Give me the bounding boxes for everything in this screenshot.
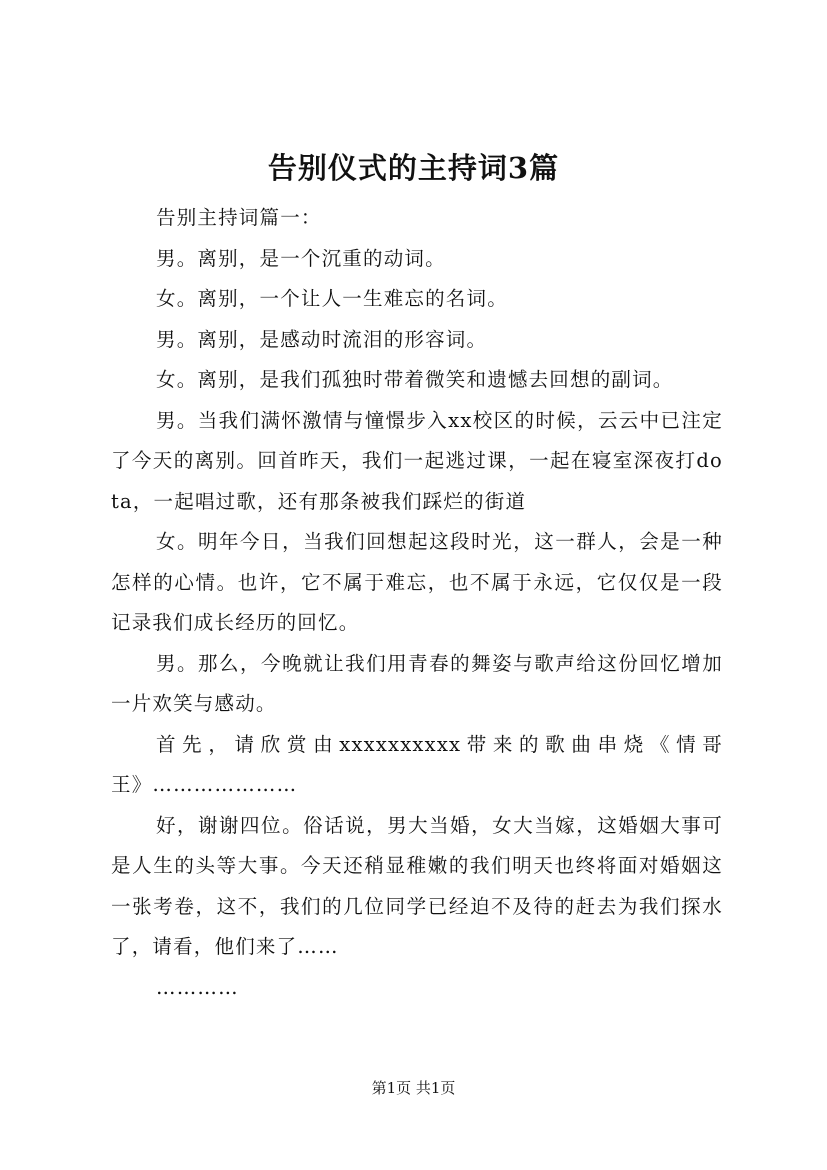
paragraph: 女。明年今日，当我们回想起这段时光，这一群人，会是一种怎样的心情。也许，它不属于难忘，也不属于永远，它仅仅是一段记录我们成长经历的回忆。	[111, 530, 723, 634]
paragraph: 男。离别，是感动时流泪的形容词。	[156, 327, 488, 351]
paragraph: 男。那么，今晚就让我们用青春的舞姿与歌声给这份回忆增加一片欢笑与感动。	[111, 651, 723, 715]
document-body	[111, 198, 723, 1008]
paragraph: 男。离别，是一个沉重的动词。	[156, 246, 446, 270]
page-footer: 第1页 共1页	[371, 1079, 456, 1097]
paragraph-ellipsis: …………	[156, 975, 239, 999]
paragraph: 女。离别，是我们孤独时带着微笑和遗憾去回想的副词。	[156, 368, 674, 391]
paragraph-heading: 告别主持词篇一：	[156, 206, 322, 229]
paragraph: 女。离别，一个让人一生难忘的名词。	[156, 287, 508, 310]
paragraph: 首先，请欣赏由xxxxxxxxxx带来的歌曲串烧《情哥王》…………………	[111, 732, 723, 796]
paragraph: 好，谢谢四位。俗话说，男大当婚，女大当嫁，这婚姻大事可是人生的头等大事。今天还稍显稚嫩的我们明天也终将面对婚姻这一张考卷，这不，我们的几位同学已经迫不及待的赶去为我们探水了，请看，他们来了……	[111, 813, 723, 958]
document-title: 告别仪式的主持词3篇	[267, 151, 560, 185]
paragraph: 男。当我们满怀激情与憧憬步入xx校区的时候，云云中已注定了今天的离别。回首昨天，我们一起逃过课，一起在寝室深夜打dota，一起唱过歌，还有那条被我们踩烂的街道	[111, 408, 723, 513]
